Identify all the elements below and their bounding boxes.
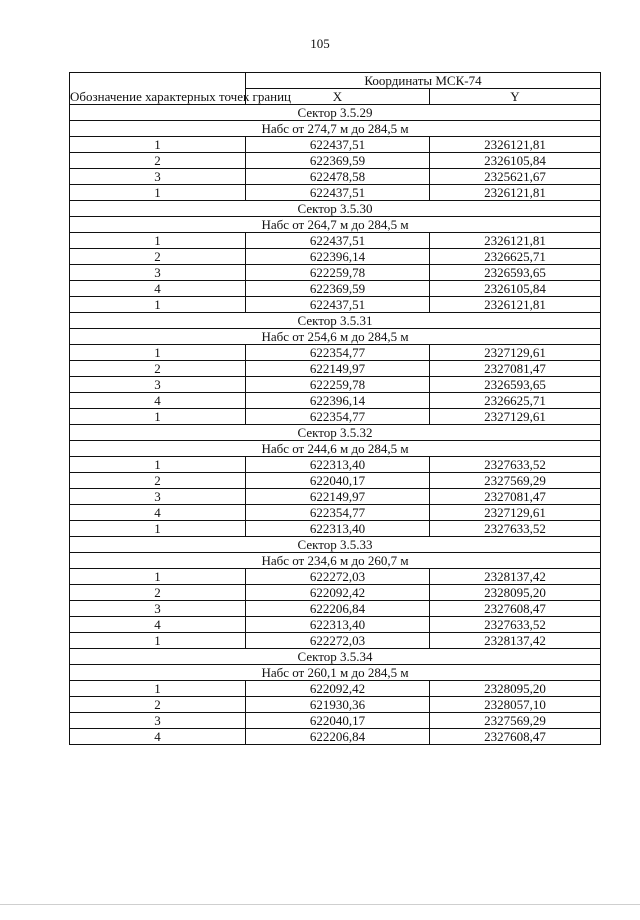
point-number: 1 [70, 233, 246, 249]
sector-height-row [70, 441, 601, 457]
sector-height-range: Набс от 274,7 м до 284,5 м [70, 121, 601, 137]
y-coordinate: 2326105,84 [430, 153, 601, 169]
x-coordinate: 622259,78 [246, 377, 430, 393]
point-number: 4 [70, 617, 246, 633]
point-number: 1 [70, 633, 246, 649]
y-coordinate: 2327081,47 [430, 489, 601, 505]
table-row [70, 265, 601, 281]
point-number: 4 [70, 393, 246, 409]
sector-title-row [70, 425, 601, 441]
y-coordinate: 2327569,29 [430, 473, 601, 489]
x-coordinate: 622092,42 [246, 585, 430, 601]
x-coordinate: 622149,97 [246, 489, 430, 505]
point-number: 4 [70, 505, 246, 521]
x-coordinate: 622272,03 [246, 569, 430, 585]
point-number: 2 [70, 697, 246, 713]
point-number: 3 [70, 713, 246, 729]
x-coordinate: 622396,14 [246, 249, 430, 265]
sector-title-row [70, 105, 601, 121]
x-coordinate: 622206,84 [246, 601, 430, 617]
x-coordinate: 622092,42 [246, 681, 430, 697]
y-coordinate: 2328137,42 [430, 633, 601, 649]
x-coordinate: 622437,51 [246, 137, 430, 153]
sector-title-row [70, 313, 601, 329]
x-coordinate: 622354,77 [246, 345, 430, 361]
point-number: 4 [70, 281, 246, 297]
point-number: 3 [70, 377, 246, 393]
table-row [70, 697, 601, 713]
table-row [70, 585, 601, 601]
point-column-header: Обозначение характерных точек границ [70, 73, 246, 105]
sector-height-range: Набс от 260,1 м до 284,5 м [70, 665, 601, 681]
y-coordinate: 2327081,47 [430, 361, 601, 377]
sector-title: Сектор 3.5.30 [70, 201, 601, 217]
sector-title: Сектор 3.5.29 [70, 105, 601, 121]
x-coordinate: 622437,51 [246, 297, 430, 313]
point-number: 1 [70, 345, 246, 361]
table-row [70, 617, 601, 633]
sector-height-row [70, 217, 601, 233]
point-number: 1 [70, 409, 246, 425]
point-number: 1 [70, 681, 246, 697]
sector-title-row [70, 201, 601, 217]
y-coordinate: 2327608,47 [430, 729, 601, 745]
sector-title: Сектор 3.5.32 [70, 425, 601, 441]
sector-height-row [70, 665, 601, 681]
table-row [70, 713, 601, 729]
point-number: 4 [70, 729, 246, 745]
point-number: 2 [70, 153, 246, 169]
sector-title: Сектор 3.5.31 [70, 313, 601, 329]
x-coordinate: 622040,17 [246, 473, 430, 489]
table-row [70, 153, 601, 169]
x-coordinate: 621930,36 [246, 697, 430, 713]
sector-title: Сектор 3.5.34 [70, 649, 601, 665]
y-coordinate: 2328057,10 [430, 697, 601, 713]
y-coordinate: 2326121,81 [430, 185, 601, 201]
x-coordinate: 622369,59 [246, 281, 430, 297]
table-row [70, 233, 601, 249]
table-row [70, 169, 601, 185]
point-number: 1 [70, 521, 246, 537]
header-row [70, 73, 601, 89]
x-coordinate: 622313,40 [246, 521, 430, 537]
table-row [70, 393, 601, 409]
point-number: 1 [70, 297, 246, 313]
y-coordinate: 2326121,81 [430, 297, 601, 313]
x-coordinate: 622437,51 [246, 185, 430, 201]
point-number: 2 [70, 249, 246, 265]
sector-height-row [70, 553, 601, 569]
y-coordinate: 2327129,61 [430, 409, 601, 425]
x-coordinate: 622437,51 [246, 233, 430, 249]
point-number: 3 [70, 265, 246, 281]
point-number: 2 [70, 473, 246, 489]
sector-height-range: Набс от 234,6 м до 260,7 м [70, 553, 601, 569]
table-row [70, 409, 601, 425]
x-coordinate: 622313,40 [246, 457, 430, 473]
y-coordinate: 2328095,20 [430, 585, 601, 601]
table-row [70, 361, 601, 377]
y-coordinate: 2325621,67 [430, 169, 601, 185]
table-row [70, 345, 601, 361]
point-number: 2 [70, 585, 246, 601]
sector-height-row [70, 121, 601, 137]
point-number: 1 [70, 569, 246, 585]
sector-title: Сектор 3.5.33 [70, 537, 601, 553]
x-coordinate: 622272,03 [246, 633, 430, 649]
table-row [70, 473, 601, 489]
point-number: 2 [70, 361, 246, 377]
sector-height-range: Набс от 244,6 м до 284,5 м [70, 441, 601, 457]
y-coordinate: 2326121,81 [430, 137, 601, 153]
y-coordinate: 2326121,81 [430, 233, 601, 249]
point-number: 3 [70, 169, 246, 185]
scan-edge [0, 904, 640, 905]
point-number: 3 [70, 601, 246, 617]
x-column-header: X [246, 89, 430, 105]
table-row [70, 281, 601, 297]
y-coordinate: 2327633,52 [430, 457, 601, 473]
coordinates-table [69, 72, 601, 745]
point-number: 1 [70, 185, 246, 201]
table-row [70, 489, 601, 505]
x-coordinate: 622478,58 [246, 169, 430, 185]
y-coordinate: 2327129,61 [430, 345, 601, 361]
sector-title-row [70, 537, 601, 553]
x-coordinate: 622369,59 [246, 153, 430, 169]
sector-height-row [70, 329, 601, 345]
x-coordinate: 622313,40 [246, 617, 430, 633]
y-coordinate: 2327608,47 [430, 601, 601, 617]
y-coordinate: 2326625,71 [430, 393, 601, 409]
sector-height-range: Набс от 264,7 м до 284,5 м [70, 217, 601, 233]
sector-height-range: Набс от 254,6 м до 284,5 м [70, 329, 601, 345]
x-coordinate: 622354,77 [246, 409, 430, 425]
x-coordinate: 622040,17 [246, 713, 430, 729]
x-coordinate: 622259,78 [246, 265, 430, 281]
y-coordinate: 2328095,20 [430, 681, 601, 697]
table-row [70, 569, 601, 585]
table-row [70, 297, 601, 313]
table-row [70, 681, 601, 697]
x-coordinate: 622396,14 [246, 393, 430, 409]
y-coordinate: 2326593,65 [430, 377, 601, 393]
page-number: 105 [310, 36, 330, 51]
table-row [70, 601, 601, 617]
x-coordinate: 622149,97 [246, 361, 430, 377]
y-coordinate: 2327569,29 [430, 713, 601, 729]
y-column-header: Y [430, 89, 601, 105]
y-coordinate: 2326625,71 [430, 249, 601, 265]
sector-title-row [70, 649, 601, 665]
y-coordinate: 2326105,84 [430, 281, 601, 297]
y-coordinate: 2326593,65 [430, 265, 601, 281]
point-number: 1 [70, 137, 246, 153]
point-number: 1 [70, 457, 246, 473]
table-row [70, 505, 601, 521]
coordinates-table-body [70, 73, 601, 745]
table-row [70, 729, 601, 745]
table-row [70, 457, 601, 473]
x-coordinate: 622354,77 [246, 505, 430, 521]
x-coordinate: 622206,84 [246, 729, 430, 745]
table-row [70, 377, 601, 393]
table-row [70, 521, 601, 537]
y-coordinate: 2327633,52 [430, 521, 601, 537]
table-row [70, 137, 601, 153]
table-row [70, 249, 601, 265]
point-number: 3 [70, 489, 246, 505]
table-row [70, 185, 601, 201]
y-coordinate: 2327633,52 [430, 617, 601, 633]
coordinates-system-header: Координаты МСК-74 [246, 73, 601, 89]
y-coordinate: 2328137,42 [430, 569, 601, 585]
y-coordinate: 2327129,61 [430, 505, 601, 521]
table-row [70, 633, 601, 649]
